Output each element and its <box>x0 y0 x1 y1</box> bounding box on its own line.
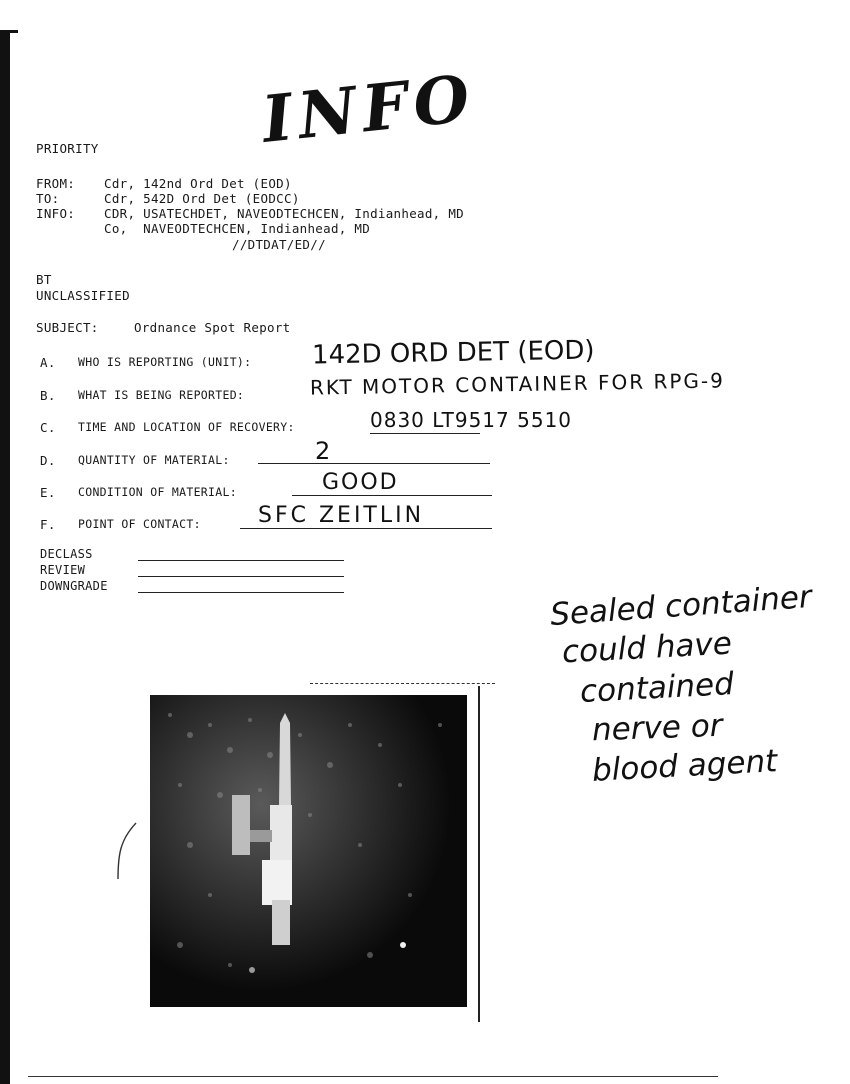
downgrade-line <box>138 592 344 593</box>
from-label: FROM: <box>36 176 76 191</box>
info-handwritten-stamp: INFO <box>258 61 479 158</box>
item-c-underline <box>370 433 480 434</box>
info-label: INFO: <box>36 206 76 221</box>
item-b-letter: B. <box>40 388 56 403</box>
classification-level: UNCLASSIFIED <box>36 288 130 303</box>
to-label: TO: <box>36 191 60 206</box>
item-f-letter: F. <box>40 517 56 532</box>
side-note-line-3: contained <box>579 665 735 711</box>
item-a-label: WHO IS REPORTING (UNIT): <box>78 355 252 369</box>
item-d-letter: D. <box>40 453 56 468</box>
item-f-underline <box>240 528 492 529</box>
side-note-line-5: blood agent <box>591 743 779 789</box>
declass-line <box>138 560 344 561</box>
item-b-label: WHAT IS BEING REPORTED: <box>78 388 245 402</box>
photo-frame-right-edge <box>478 686 480 1022</box>
routing-indicator: //DTDAT/ED// <box>232 237 326 252</box>
info-value-2: Co, NAVEODTECHCEN, Indianhead, MD <box>104 221 371 236</box>
item-c-label: TIME AND LOCATION OF RECOVERY: <box>78 420 295 434</box>
from-value: Cdr, 142nd Ord Det (EOD) <box>104 176 292 191</box>
item-e-handwritten-condition: GOOD <box>322 470 399 495</box>
item-b-handwritten-item: RKT MOTOR CONTAINER FOR RPG-9 <box>309 368 726 400</box>
item-c-letter: C. <box>40 420 56 435</box>
item-a-handwritten-unit: 142D ORD DET (EOD) <box>311 335 595 371</box>
bt-marker: BT <box>36 272 52 287</box>
side-note-line-4: nerve or <box>591 707 724 749</box>
subject-label: SUBJECT: <box>36 320 99 335</box>
recovered-rocket-motor-photo <box>150 695 467 1007</box>
photo-frame-top-edge <box>310 683 495 684</box>
item-e-underline <box>292 495 492 496</box>
item-d-underline <box>258 463 490 464</box>
declass-label: DECLASS <box>40 547 93 561</box>
side-note-line-1: Sealed container <box>549 578 813 634</box>
page-left-edge <box>0 30 10 1084</box>
item-d-label: QUANTITY OF MATERIAL: <box>78 453 230 467</box>
info-value-1: CDR, USATECHDET, NAVEODTECHCEN, Indianhead, MD <box>104 206 464 221</box>
priority-label: PRIORITY <box>36 141 99 156</box>
page-bottom-edge <box>28 1076 718 1077</box>
to-value: Cdr, 542D Ord Det (EODCC) <box>104 191 300 206</box>
pencil-mark <box>112 815 142 885</box>
item-e-letter: E. <box>40 485 56 500</box>
photo-content <box>150 695 467 1007</box>
item-d-handwritten-quantity: 2 <box>315 437 331 465</box>
subject-value: Ordnance Spot Report <box>134 320 291 335</box>
item-c-handwritten-time-location: 0830 LT9517 5510 <box>370 408 573 432</box>
item-a-letter: A. <box>40 355 56 370</box>
page-top-edge <box>0 30 18 33</box>
item-f-label: POINT OF CONTACT: <box>78 517 201 531</box>
review-label: REVIEW <box>40 563 86 577</box>
item-f-handwritten-contact: SFC ZEITLIN <box>258 503 425 528</box>
side-note-line-2: could have <box>561 625 733 671</box>
item-e-label: CONDITION OF MATERIAL: <box>78 485 237 499</box>
review-line <box>138 576 344 577</box>
downgrade-label: DOWNGRADE <box>40 579 108 593</box>
